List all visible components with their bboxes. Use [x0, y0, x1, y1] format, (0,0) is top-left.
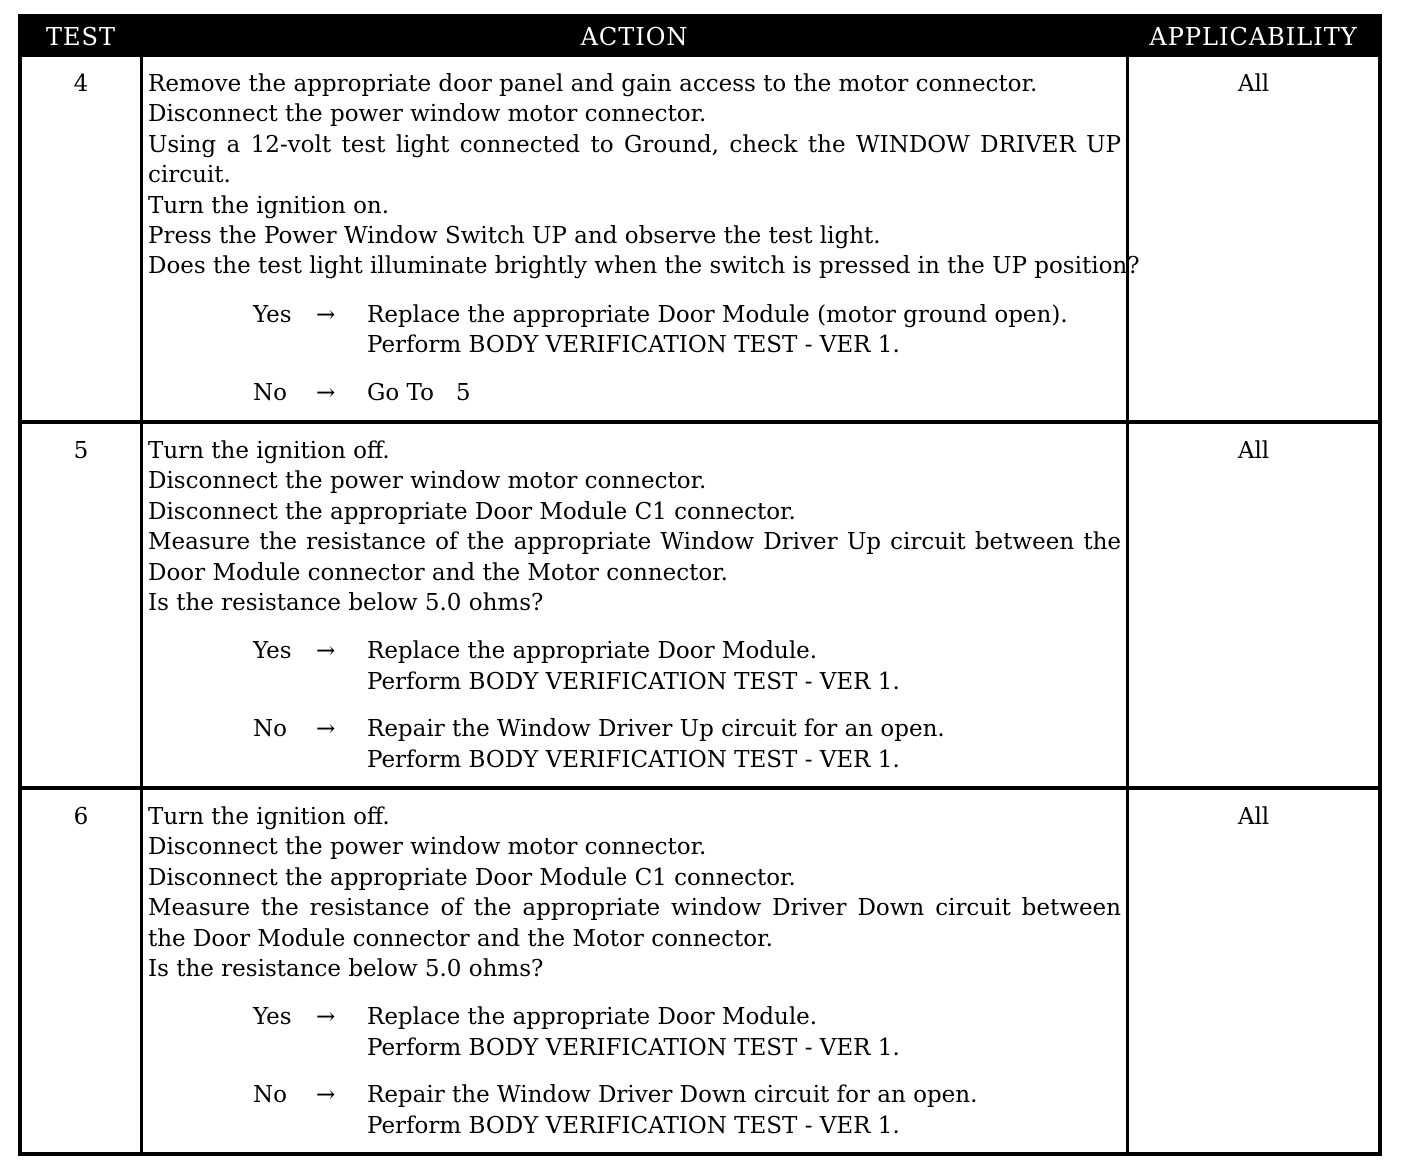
no-instruction-line: Repair the Window Driver Down circuit for an open.: [367, 1082, 978, 1109]
yes-label: Yes: [253, 638, 292, 665]
action-step: Turn the ignition off.: [148, 804, 390, 830]
action-cell: [148, 790, 1121, 1140]
arrow-icon: →: [316, 379, 336, 406]
no-instruction-line: Repair the Window Driver Up circuit for an open.: [367, 716, 945, 743]
yes-outcome: [148, 1002, 1121, 1062]
action-step: Using a 12-volt test light connected to Ground, check the WINDOW DRIVER UP circuit.: [148, 131, 1121, 189]
yes-instruction-line: Perform BODY VERIFICATION TEST - VER 1.: [367, 1034, 900, 1061]
action-step: Press the Power Window Switch UP and observe the test light.: [148, 223, 881, 250]
action-step: Turn the ignition off.: [148, 438, 390, 464]
no-instructions: [367, 1080, 977, 1141]
yes-instruction-line: Replace the appropriate Door Module.: [367, 1004, 818, 1031]
table-row: [22, 786, 1378, 1152]
no-instruction-line: Perform BODY VERIFICATION TEST - VER 1.: [367, 746, 900, 773]
arrow-icon: →: [316, 301, 336, 328]
no-instruction-line: Go To 5: [367, 379, 471, 406]
no-instructions: [367, 714, 945, 775]
header-action: ACTION: [580, 23, 689, 51]
no-outcome: [148, 714, 1121, 774]
action-step: Measure the resistance of the appropriate Window Driver Up circuit between the Door Module connector and the Motor connector.: [148, 529, 1121, 586]
applicability-value: All: [1237, 438, 1270, 464]
action-cell: [148, 424, 1121, 774]
yes-instructions: [367, 1002, 900, 1063]
action-step: Disconnect the power window motor connector.: [148, 834, 707, 861]
no-label: No: [253, 379, 287, 406]
action-step: Measure the resistance of the appropriate window Driver Down circuit between the Door Module connector and the Motor connector.: [148, 895, 1121, 952]
table-header: [22, 18, 1378, 57]
action-step: Disconnect the power window motor connector.: [148, 101, 707, 128]
diagnostic-test-table: [18, 14, 1382, 1156]
applicability-value: All: [1237, 71, 1270, 97]
yes-instruction-line: Replace the appropriate Door Module.: [367, 638, 818, 665]
yes-instructions: [367, 636, 900, 697]
action-step: Disconnect the power window motor connector.: [148, 468, 707, 495]
action-question: Does the test light illuminate brightly when the switch is pressed in the UP position?: [148, 253, 1140, 280]
yes-instruction-line: Perform BODY VERIFICATION TEST - VER 1.: [367, 668, 900, 695]
action-step: Turn the ignition on.: [148, 192, 390, 219]
arrow-icon: →: [316, 716, 336, 743]
header-test: TEST: [46, 23, 116, 51]
action-step: Disconnect the appropriate Door Module C1 connector.: [148, 864, 796, 891]
yes-instructions: [367, 300, 1068, 361]
action-question: Is the resistance below 5.0 ohms?: [148, 590, 544, 617]
test-number: 4: [73, 71, 89, 97]
action-step: Disconnect the appropriate Door Module C1 connector.: [148, 498, 796, 525]
yes-outcome: [148, 300, 1121, 360]
applicability-value: All: [1237, 804, 1270, 830]
yes-instruction-line: Replace the appropriate Door Module (motor ground open).: [367, 301, 1068, 328]
arrow-icon: →: [316, 638, 336, 665]
no-outcome: [148, 1080, 1121, 1140]
action-step: Remove the appropriate door panel and gain access to the motor connector.: [148, 71, 1038, 97]
yes-instruction-line: Perform BODY VERIFICATION TEST - VER 1.: [367, 332, 900, 359]
test-number: 5: [73, 438, 89, 464]
yes-outcome: [148, 636, 1121, 696]
yes-label: Yes: [253, 1004, 292, 1031]
no-label: No: [253, 716, 287, 743]
action-question: Is the resistance below 5.0 ohms?: [148, 956, 544, 983]
yes-label: Yes: [253, 301, 292, 328]
header-applicability: APPLICABILITY: [1149, 23, 1358, 51]
table-row: [22, 420, 1378, 786]
action-cell: [148, 57, 1140, 408]
table-row: [22, 57, 1378, 420]
no-outcome: [148, 378, 1121, 408]
arrow-icon: →: [316, 1082, 336, 1109]
test-number: 6: [73, 804, 89, 830]
no-instructions: [367, 378, 471, 408]
arrow-icon: →: [316, 1004, 336, 1031]
no-label: No: [253, 1082, 287, 1109]
no-instruction-line: Perform BODY VERIFICATION TEST - VER 1.: [367, 1112, 900, 1139]
